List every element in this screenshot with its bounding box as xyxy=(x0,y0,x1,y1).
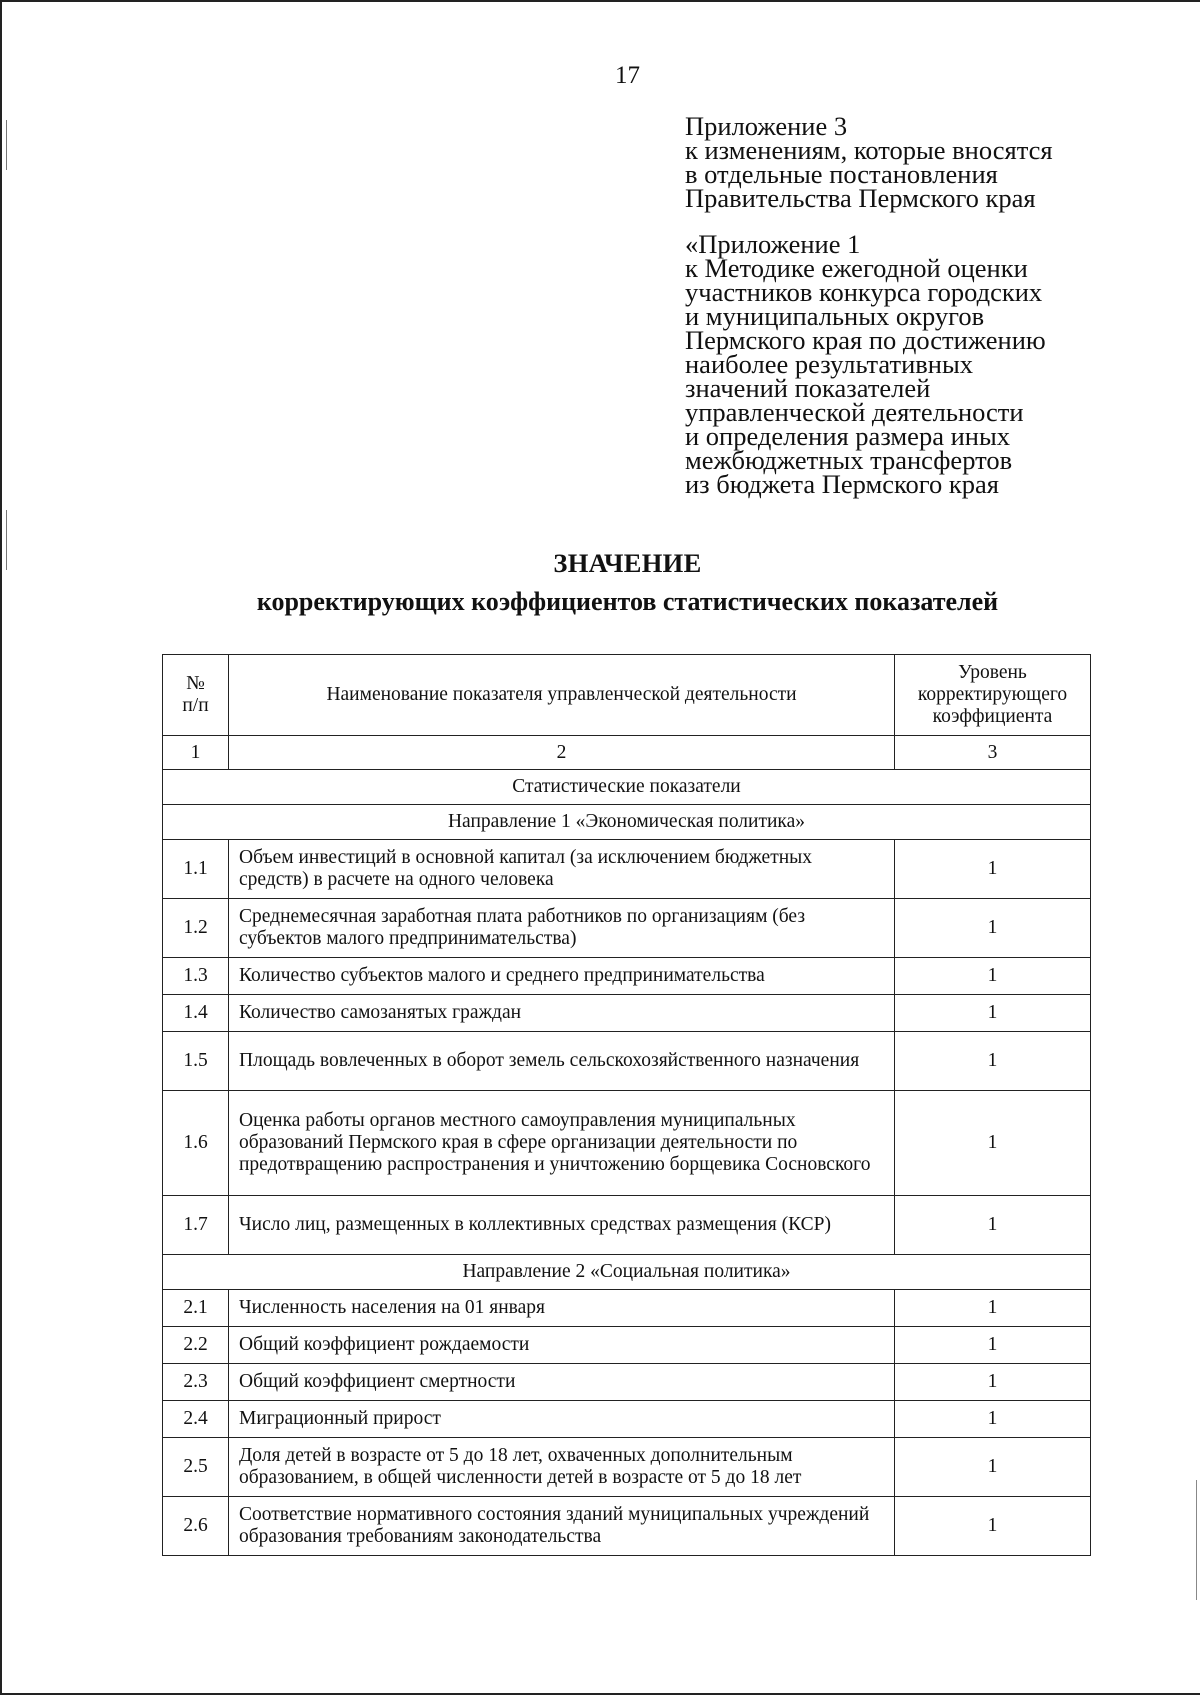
row-indicator-name: Число лиц, размещенных в коллективных средствах размещения (КСР) xyxy=(229,1196,895,1255)
row-number: 2.6 xyxy=(163,1497,229,1556)
column-number: 2 xyxy=(229,736,895,770)
table-row xyxy=(163,1438,1091,1497)
direction-row xyxy=(163,805,1091,840)
row-indicator-name: Количество субъектов малого и среднего предпринимательства xyxy=(229,958,895,995)
row-indicator-name: Количество самозанятых граждан xyxy=(229,995,895,1032)
scan-edge-mark xyxy=(1196,1480,1197,1600)
table-row xyxy=(163,1032,1091,1091)
coefficients-table xyxy=(162,654,1091,1556)
direction-1-title: Направление 1 «Экономическая политика» xyxy=(163,805,1091,840)
row-indicator-name: Соответствие нормативного состояния зданий муниципальных учреждений образования требованиям законодательства xyxy=(229,1497,895,1556)
annex-block-2 xyxy=(685,229,1053,499)
row-coefficient: 1 xyxy=(895,995,1091,1032)
row-number: 1.5 xyxy=(163,1032,229,1091)
row-number: 1.7 xyxy=(163,1196,229,1255)
row-coefficient: 1 xyxy=(895,1290,1091,1327)
table-row xyxy=(163,840,1091,899)
row-coefficient: 1 xyxy=(895,1091,1091,1196)
annex-block-1 xyxy=(685,111,1053,213)
table-row xyxy=(163,899,1091,958)
header-num-line2: п/п xyxy=(182,695,209,716)
table-row xyxy=(163,958,1091,995)
document-title: ЗНАЧЕНИЕ xyxy=(553,548,702,578)
row-number: 2.2 xyxy=(163,1327,229,1364)
annex-line: управленческой деятельности xyxy=(685,397,1024,427)
table-row xyxy=(163,1401,1091,1438)
row-number: 2.5 xyxy=(163,1438,229,1497)
row-number: 1.2 xyxy=(163,899,229,958)
annex-line: из бюджета Пермского края xyxy=(685,469,999,499)
annex-line: Правительства Пермского края xyxy=(685,183,1036,213)
header-level-line3: коэффициента xyxy=(932,706,1053,727)
column-number: 1 xyxy=(163,736,229,770)
row-indicator-name: Общий коэффициент смертности xyxy=(229,1364,895,1401)
header-num-line1: № xyxy=(186,673,205,694)
annex-line: и муниципальных округов xyxy=(685,301,985,331)
section-row xyxy=(163,770,1091,805)
row-number: 1.3 xyxy=(163,958,229,995)
annex-line: «Приложение 1 xyxy=(685,229,861,259)
row-indicator-name: Численность населения на 01 января xyxy=(229,1290,895,1327)
row-coefficient: 1 xyxy=(895,1438,1091,1497)
row-coefficient: 1 xyxy=(895,1364,1091,1401)
row-coefficient: 1 xyxy=(895,840,1091,899)
page-frame-top xyxy=(0,0,1200,2)
row-coefficient: 1 xyxy=(895,1032,1091,1091)
header-level-line2: корректирующего xyxy=(917,684,1068,705)
annex-line: к изменениям, которые вносятся xyxy=(685,135,1053,165)
header-level xyxy=(895,655,1091,736)
annex-line: участников конкурса городских xyxy=(685,277,1043,307)
annex-line: и определения размера иных xyxy=(685,421,1011,451)
row-indicator-name: Площадь вовлеченных в оборот земель сельскохозяйственного назначения xyxy=(229,1032,895,1091)
row-indicator-name: Доля детей в возрасте от 5 до 18 лет, охваченных дополнительным образованием, в общей численности детей в возрасте от 5 до 18 лет xyxy=(229,1438,895,1497)
direction-row xyxy=(163,1255,1091,1290)
row-coefficient: 1 xyxy=(895,1401,1091,1438)
header-level-line1: Уровень xyxy=(958,662,1027,683)
row-indicator-name: Среднемесячная заработная плата работников по организациям (без субъектов малого предпринимательства) xyxy=(229,899,895,958)
annex-line: наиболее результативных xyxy=(685,349,974,379)
row-coefficient: 1 xyxy=(895,1196,1091,1255)
document-subtitle: корректирующих коэффициентов статистических показателей xyxy=(256,587,999,616)
column-number-row xyxy=(163,736,1091,770)
annex-reference xyxy=(685,111,1053,499)
annex-line: Пермского края по достижению xyxy=(685,325,1046,355)
table-row xyxy=(163,1290,1091,1327)
annex-line: межбюджетных трансфертов xyxy=(685,445,1013,475)
header-name: Наименование показателя управленческой деятельности xyxy=(229,655,895,736)
row-coefficient: 1 xyxy=(895,899,1091,958)
row-number: 2.1 xyxy=(163,1290,229,1327)
row-number: 1.6 xyxy=(163,1091,229,1196)
table-row xyxy=(163,1327,1091,1364)
table-row xyxy=(163,1364,1091,1401)
row-indicator-name: Общий коэффициент рождаемости xyxy=(229,1327,895,1364)
table-row xyxy=(163,1497,1091,1556)
table-row xyxy=(163,995,1091,1032)
table-header-row xyxy=(163,655,1091,736)
table-row xyxy=(163,1091,1091,1196)
row-coefficient: 1 xyxy=(895,958,1091,995)
row-coefficient: 1 xyxy=(895,1497,1091,1556)
annex-line: значений показателей xyxy=(685,373,931,403)
scan-edge-mark xyxy=(6,120,7,170)
annex-line: в отдельные постановления xyxy=(685,159,998,189)
row-indicator-name: Оценка работы органов местного самоуправления муниципальных образований Пермского края в сфере организации деятельности по предотвращению распространения и уничтожению борщевика Сосновского xyxy=(229,1091,895,1196)
column-number: 3 xyxy=(895,736,1091,770)
annex-line: к Методике ежегодной оценки xyxy=(685,253,1028,283)
annex-line: Приложение 3 xyxy=(685,111,848,141)
page-frame-left xyxy=(0,0,2,1695)
row-number: 1.4 xyxy=(163,995,229,1032)
header-num xyxy=(163,655,229,736)
section-statistical: Статистические показатели xyxy=(163,770,1091,805)
row-coefficient: 1 xyxy=(895,1327,1091,1364)
direction-2-title: Направление 2 «Социальная политика» xyxy=(163,1255,1091,1290)
row-indicator-name: Объем инвестиций в основной капитал (за исключением бюджетных средств) в расчете на одного человека xyxy=(229,840,895,899)
row-number: 1.1 xyxy=(163,840,229,899)
row-number: 2.4 xyxy=(163,1401,229,1438)
page-number: 17 xyxy=(615,62,640,89)
row-number: 2.3 xyxy=(163,1364,229,1401)
row-indicator-name: Миграционный прирост xyxy=(229,1401,895,1438)
table-row xyxy=(163,1196,1091,1255)
